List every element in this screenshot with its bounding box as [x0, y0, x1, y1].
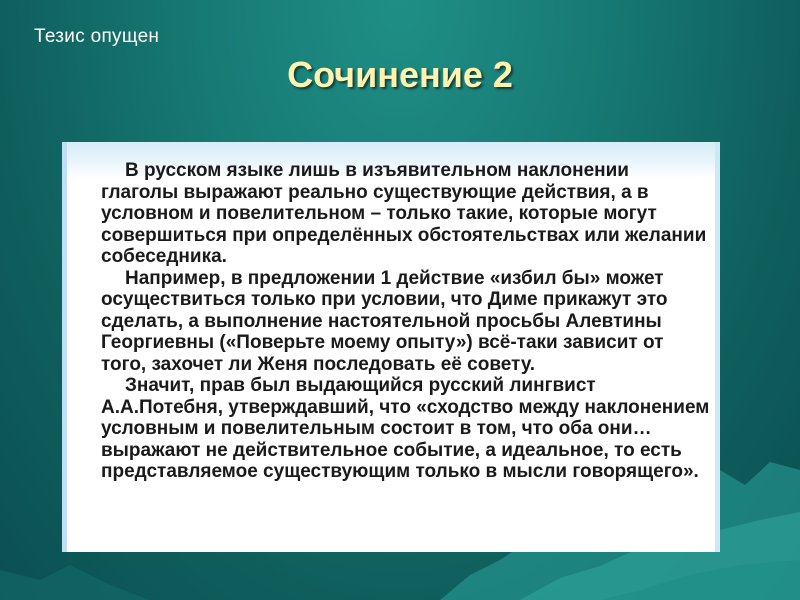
essay-paragraph-1: В русском языке лишь в изъявительном наклонении глаголы выражают реально существующие действия, а в условном и повелительном – только такие, которые могут совершиться при определённых обстоятельствах или желании собеседника.	[101, 160, 707, 267]
essay-paragraph-2: Например, в предложении 1 действие «избил бы» может осуществиться только при условии, что Диме прикажут это сделать, а выполнение настоятельной просьбы Алевтины Георгиевны («Поверьте моему опыту») всё-таки зависит от того, захочет ли Женя последовать её совету.	[101, 267, 668, 375]
slide-title: Сочинение 2	[287, 54, 513, 95]
slide-subtitle: Тезис опущен	[34, 26, 160, 47]
essay-text-panel	[62, 142, 720, 552]
essay-text	[101, 160, 711, 483]
essay-paragraph-3: Значит, прав был выдающийся русский лингвист А.А.Потебня, утверждавший, что «сходство между наклонением условным и повелительным состоит в том, что оба они… выражают не действительное событие, а идеальное, то есть представляемое существующим только в мысли говорящего».	[101, 375, 710, 482]
